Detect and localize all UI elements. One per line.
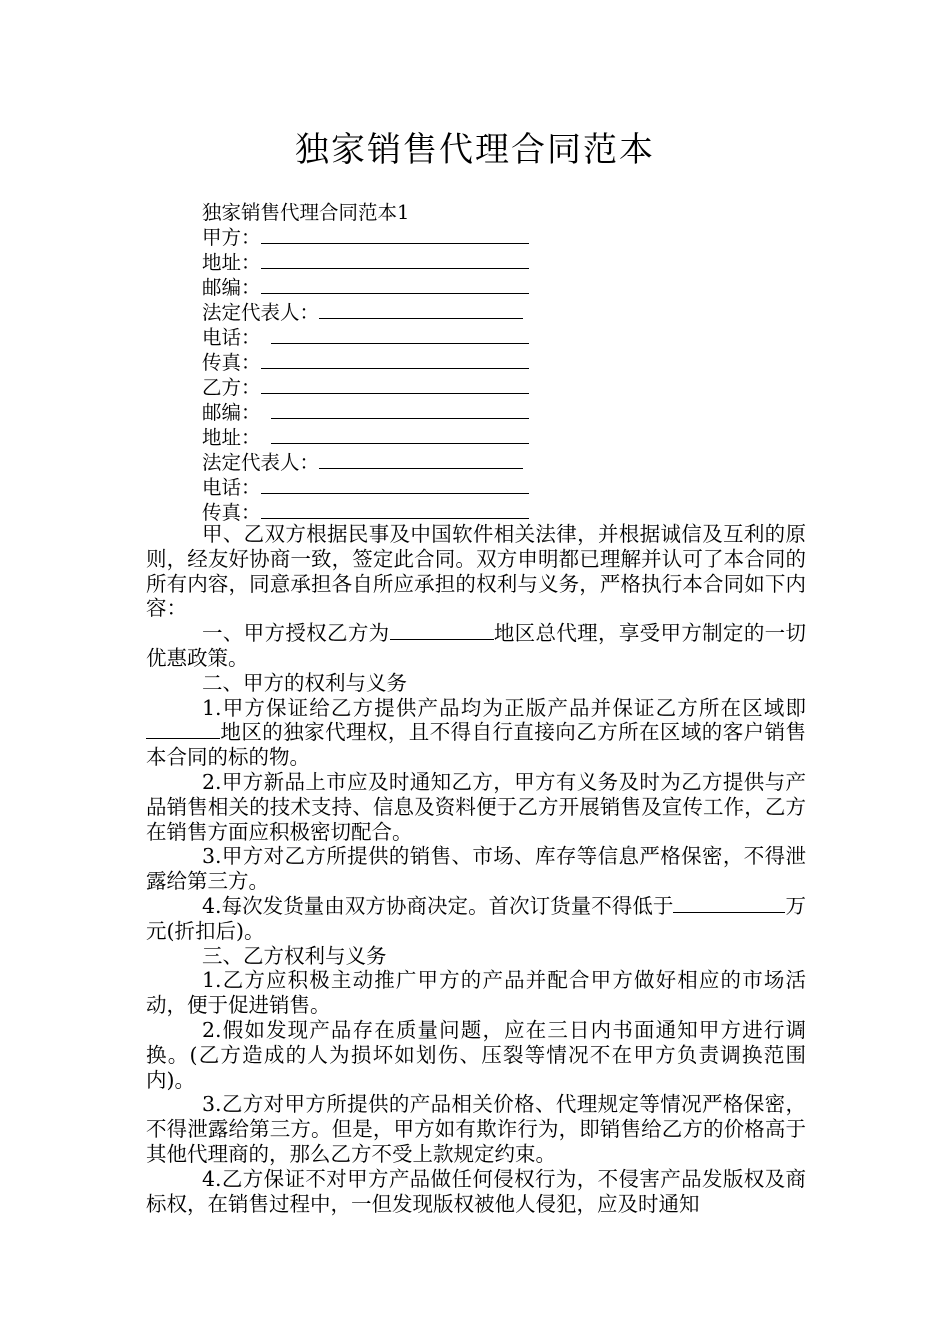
field-label: 传真： bbox=[202, 351, 261, 374]
field-label: 乙方： bbox=[202, 376, 261, 399]
paragraph-2-4 bbox=[146, 894, 806, 944]
field-legal-rep-b bbox=[202, 450, 542, 475]
field-address-a bbox=[202, 250, 542, 275]
field-address-b bbox=[202, 425, 542, 450]
field-label: 地址： bbox=[202, 426, 261, 449]
fill-line bbox=[261, 277, 529, 294]
fill-line bbox=[271, 402, 529, 419]
field-party-a bbox=[202, 225, 542, 250]
blank-line bbox=[761, 898, 785, 913]
paragraph-3-1: 1.乙方应积极主动推广甲方的产品并配合甲方做好相应的市场活动，便于促进销售。 bbox=[146, 968, 806, 1018]
text: 1.甲方保证给乙方提供产品均为正版产品并保证乙方所在区域即 bbox=[202, 695, 806, 720]
paragraph-section-1 bbox=[146, 621, 806, 671]
text: 4.每次发货量由双方协商决定。首次订货量不得低于 bbox=[202, 893, 674, 918]
text: 地区的独家代理权，且不得自行直接向乙方所在区域的客户销售本合同的标的物。 bbox=[146, 720, 806, 770]
fill-line bbox=[261, 227, 529, 244]
document-title: 独家销售代理合同范本 bbox=[295, 130, 655, 170]
section-2-heading: 二、甲方的权利与义务 bbox=[202, 670, 407, 695]
fill-line bbox=[261, 252, 529, 269]
section-3-heading: 三、乙方权利与义务 bbox=[202, 943, 387, 968]
field-postcode-b bbox=[202, 400, 542, 425]
field-label: 地址： bbox=[202, 251, 261, 274]
paragraph-2-2: 2.甲方新品上市应及时通知乙方，甲方有义务及时为乙方提供与产品销售相关的技术支持、信息及资料便于乙方开展销售及宣传工作，乙方在销售方面应积极密切配合。 bbox=[146, 769, 806, 844]
blank-line bbox=[146, 724, 220, 739]
field-label: 电话： bbox=[202, 326, 261, 349]
fill-line bbox=[261, 377, 529, 394]
paragraph-3-4: 4.乙方保证不对甲方产品做任何侵权行为，不侵害产品发版权及商标权，在销售过程中，一但发现版权被他人侵犯，应及时通知 bbox=[146, 1166, 806, 1216]
paragraph-3-3: 3.乙方对甲方所提供的产品相关价格、代理规定等情况严格保密，不得泄露给第三方。但是，甲方如有欺诈行为，即销售给乙方的价格高于其他代理商的，那么乙方不受上款规定约束。 bbox=[146, 1092, 806, 1166]
paragraph-3-2: 2.假如发现产品存在质量问题，应在三日内书面通知甲方进行调换。(乙方造成的人为损坏如划伤、压裂等情况不在甲方负责调换范围内)。 bbox=[146, 1017, 806, 1092]
fill-line bbox=[319, 302, 523, 319]
field-label: 邮编： bbox=[202, 276, 261, 299]
fill-line bbox=[319, 452, 523, 469]
field-phone-b bbox=[202, 475, 542, 500]
field-legal-rep-a bbox=[202, 300, 542, 325]
text: 地区总代理，享受甲方制定的一切优惠政策。 bbox=[146, 621, 806, 670]
party-info-block bbox=[202, 200, 542, 525]
field-fax-a bbox=[202, 350, 542, 375]
contract-body bbox=[146, 522, 806, 1216]
fill-line bbox=[271, 427, 529, 444]
field-postcode-a bbox=[202, 275, 542, 300]
field-label: 甲方： bbox=[202, 226, 261, 249]
text: 万元(折扣后)。 bbox=[146, 893, 807, 943]
field-party-b bbox=[202, 375, 542, 400]
field-phone-a bbox=[202, 325, 542, 350]
paragraph-2-3: 3.甲方对乙方所提供的销售、市场、库存等信息严格保密，不得泄露给第三方。 bbox=[146, 844, 806, 894]
field-label: 电话： bbox=[202, 476, 261, 499]
fill-line bbox=[271, 327, 529, 344]
field-label: 法定代表人： bbox=[202, 451, 320, 474]
paragraph-2-1 bbox=[146, 696, 806, 770]
text: 一、甲方授权乙方为 bbox=[202, 621, 390, 646]
fill-line bbox=[261, 502, 529, 519]
blank-line bbox=[673, 898, 761, 913]
field-label: 传真： bbox=[202, 501, 261, 524]
field-label: 邮编： bbox=[202, 401, 261, 424]
subtitle: 独家销售代理合同范本1 bbox=[202, 201, 410, 224]
fill-line bbox=[261, 352, 529, 369]
fill-line bbox=[261, 477, 529, 494]
paragraph-intro: 甲、乙双方根据民事及中国软件相关法律，并根据诚信及互利的原则，经友好协商一致，签定此合同。双方申明都已理解并认可了本合同的所有内容，同意承担各自所应承担的权利与义务，严格执行本合同如下内容： bbox=[146, 522, 806, 621]
field-label: 法定代表人： bbox=[202, 301, 320, 324]
blank-line bbox=[390, 625, 494, 640]
